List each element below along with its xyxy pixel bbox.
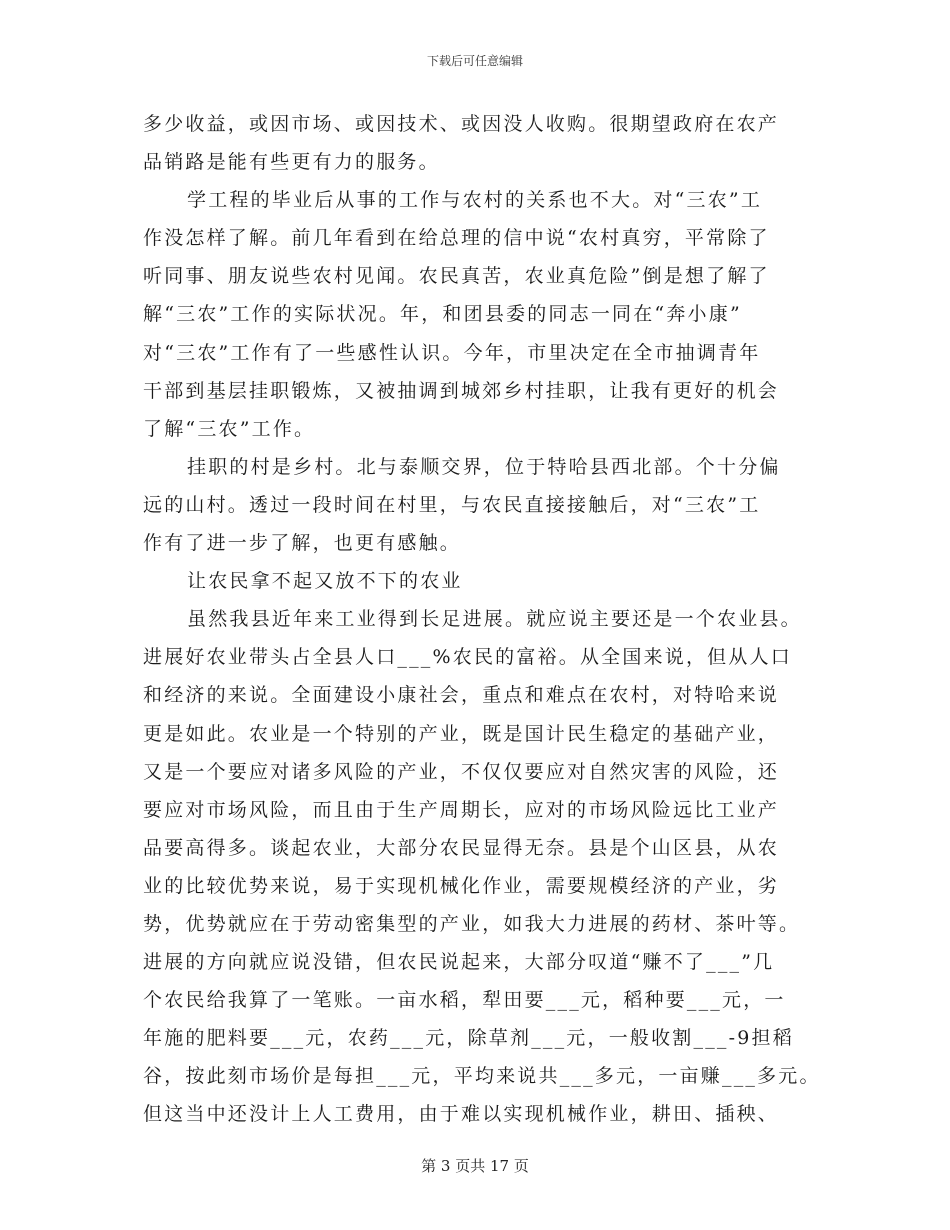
text-line: 远的山村。透过一段时间在村里，与农民直接接触后，对“三农”工 (143, 493, 761, 516)
text-line: 和经济的来说。全面建设小康社会，重点和难点在农村，对特哈来说 (143, 684, 780, 707)
text-line: 品要高得多。谈起农业，大部分农民显得无奈。县是个山区县，从农 (143, 836, 780, 859)
text-line: 虽然我县近年来工业得到长足进展。就应说主要还是一个农业县。 (187, 608, 802, 631)
text-line: 业的比较优势来说，易于实现机械化作业，需要规模经济的产业，劣 (143, 874, 780, 897)
text-line: 势，优势就应在于劳动密集型的产业，如我大力进展的药材、茶叶等。 (143, 912, 801, 935)
text-line: 要应对市场风险，而且由于生产周期长，应对的市场风险远比工业产 (143, 798, 780, 821)
text-line: 谷，按此刻市场价是每担___元，平均来说共___多元，一亩赚___多元。 (143, 1065, 821, 1088)
page-number-footer: 第 3 页共 17 页 (421, 1157, 529, 1175)
text-line: 了解“三农”工作。 (143, 417, 316, 440)
text-line: 听同事、朋友说些农村见闻。农民真苦，农业真危险”倒是想了解了 (143, 265, 770, 288)
text-line: 进展好农业带头占全县人口___%农民的富裕。从全国来说，但从人口 (143, 646, 792, 669)
text-line: 更是如此。农业是一个特别的产业，既是国计民生稳定的基础产业， (143, 722, 780, 745)
text-line: 进展的方向就应说没错，但农民说起来，大部分叹道“赚不了___”几 (143, 951, 775, 974)
text-line: 又是一个要应对诸多风险的产业，不仅仅要应对自然灾害的风险，还 (143, 760, 780, 783)
text-line: 但这当中还没计上人工费用，由于难以实现机械作业，耕田、插秧、 (143, 1103, 780, 1126)
text-line: 干部到基层挂职锻炼，又被抽调到城郊乡村挂职，让我有更好的机会 (143, 379, 780, 402)
document-body (143, 105, 821, 1134)
text-line: 多少收益，或因市场、或因技术、或因没人收购。很期望政府在农产 (143, 113, 780, 135)
text-line: 解“三农”工作的实际状况。年，和团县委的同志一同在“奔小康” (143, 303, 742, 326)
text-line: 个农民给我算了一笔账。一亩水稻，犁田要___元，稻种要___元，一 (143, 989, 786, 1012)
text-line: 作没怎样了解。前几年看到在给总理的信中说“农村真穷，平常除了 (143, 227, 770, 250)
text-line: 挂职的村是乡村。北与泰顺交界，位于特哈县西北部。个十分偏 (187, 455, 781, 478)
text-line: 作有了进一步了解，也更有感触。 (143, 532, 462, 555)
text-line: 让农民拿不起又放不下的农业 (187, 570, 463, 593)
page-header-note: 下载后可任意编辑 (426, 54, 523, 68)
text-line: 年施的肥料要___元，农药___元，除草剂___元，一般收割___-9担稻 (143, 1027, 794, 1050)
text-line: 品销路是能有些更有力的服务。 (143, 151, 440, 174)
text-line: 对“三农”工作有了一些感性认识。今年，市里决定在全市抽调青年 (143, 341, 761, 364)
text-line: 学工程的毕业后从事的工作与农村的关系也不大。对“三农”工 (187, 189, 763, 212)
